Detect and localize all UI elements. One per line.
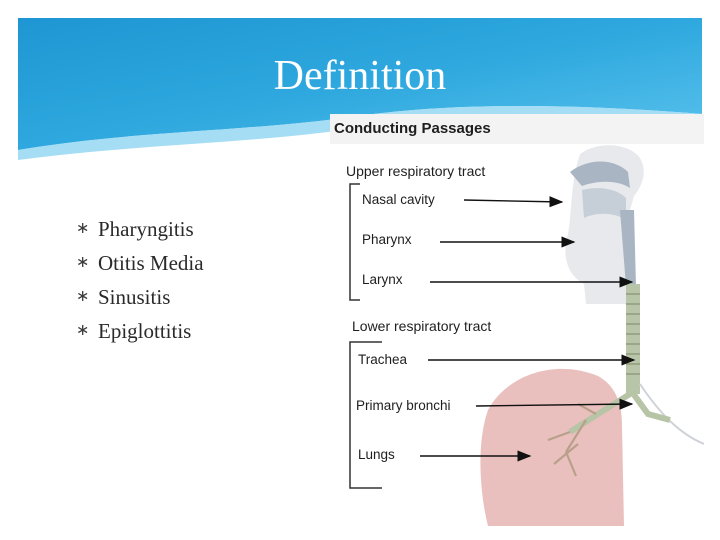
list-item-text: Sinusitis [98, 285, 171, 309]
bullet-icon: ∗ [76, 322, 90, 339]
trachea-label: Trachea [358, 352, 408, 367]
larynx-label: Larynx [362, 272, 403, 287]
bullet-icon: ∗ [76, 220, 90, 237]
bullet-list [76, 212, 204, 348]
bullet-icon: ∗ [76, 288, 90, 305]
respiratory-diagram-image [330, 114, 704, 526]
list-item [76, 212, 204, 246]
lungs-label: Lungs [358, 447, 395, 462]
list-item-text: Pharyngitis [98, 217, 194, 241]
lower-tract-label: Lower respiratory tract [352, 318, 492, 334]
slide-title: Definition [273, 53, 447, 99]
list-item [76, 280, 204, 314]
list-item [76, 314, 204, 348]
list-item [76, 246, 204, 280]
primary-bronchi-label: Primary bronchi [356, 398, 451, 413]
list-item-text: Epiglottitis [98, 319, 192, 343]
bullet-icon: ∗ [76, 254, 90, 271]
nasal-cavity-label: Nasal cavity [362, 192, 435, 207]
diagram-heading: Conducting Passages [334, 120, 491, 137]
respiratory-diagram [330, 114, 704, 526]
list-item-text: Otitis Media [98, 251, 204, 275]
upper-tract-label: Upper respiratory tract [346, 163, 486, 179]
pharynx-label: Pharynx [362, 232, 412, 247]
